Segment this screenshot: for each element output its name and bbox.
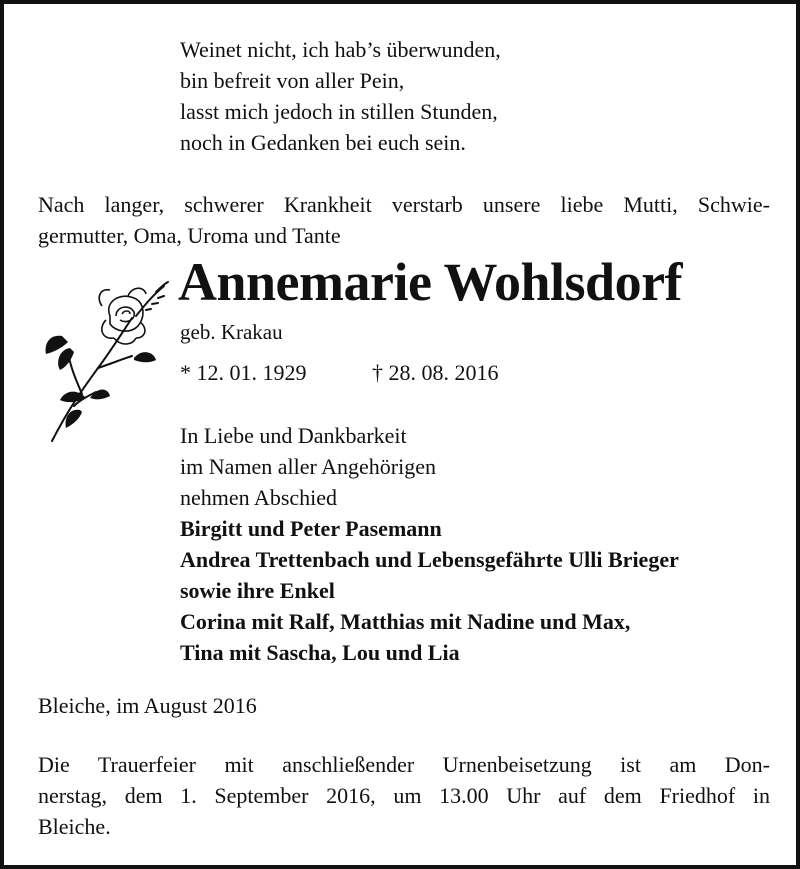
poem-line: lasst mich jedoch in stillen Stunden, — [180, 99, 498, 124]
birth-name: geb. Krakau — [180, 320, 283, 344]
intro-text — [38, 189, 770, 251]
mourner-names: sowie ihre Enkel — [180, 578, 335, 603]
poem-line: bin befreit von aller Pein, — [180, 68, 405, 93]
intro-line: germutter, Oma, Uroma und Tante — [38, 223, 341, 248]
mourners-line: nehmen Abschied — [180, 485, 338, 510]
mourners-line: In Liebe und Dankbarkeit — [180, 423, 407, 448]
deceased-name: Annemarie Wohlsdorf — [178, 252, 683, 312]
life-dates — [180, 358, 499, 388]
mourner-names: Corina mit Ralf, Matthias mit Nadine und Max, — [180, 609, 631, 634]
poem — [180, 34, 501, 158]
mourner-names: Andrea Trettenbach und Lebensgefährte Ulli Brieger — [180, 547, 679, 572]
mourners-line: im Namen aller Angehörigen — [180, 454, 436, 479]
ceremony-info — [38, 749, 770, 842]
mourners-section — [180, 420, 679, 668]
death-date: † 28. 08. 2016 — [372, 360, 499, 385]
ceremony-line: Die Trauerfeier mit anschließender Urnenbeisetzung ist am Don- — [38, 752, 770, 777]
intro-line: Nach langer, schwerer Krankheit verstarb unsere liebe Mutti, Schwie- — [38, 192, 770, 217]
mourner-names: Birgitt und Peter Pasemann — [180, 516, 442, 541]
birth-date: * 12. 01. 1929 — [180, 360, 307, 385]
poem-line: noch in Gedanken bei euch sein. — [180, 130, 466, 155]
ceremony-line: Bleiche. — [38, 814, 111, 839]
ceremony-line: nerstag, dem 1. September 2016, um 13.00 Uhr auf dem Friedhof in — [38, 783, 770, 808]
rose-icon — [40, 276, 174, 446]
mourner-names: Tina mit Sascha, Lou und Lia — [180, 640, 460, 665]
poem-line: Weinet nicht, ich hab’s überwunden, — [180, 37, 501, 62]
place-date: Bleiche, im August 2016 — [38, 693, 257, 718]
